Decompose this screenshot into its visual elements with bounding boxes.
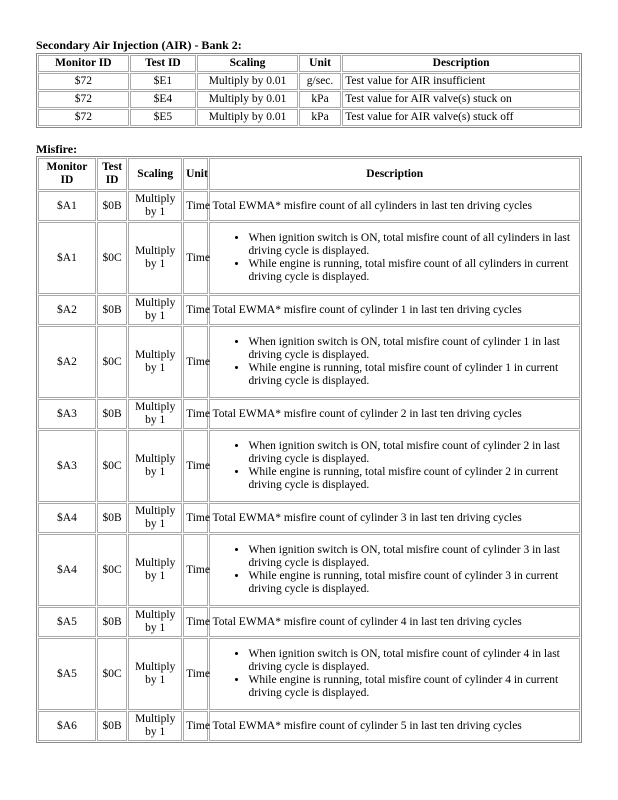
column-header: Test ID bbox=[130, 55, 196, 72]
unit-cell: Time bbox=[183, 638, 208, 710]
scaling-cell: Multiply by 1 bbox=[128, 711, 182, 741]
test-id-cell: $0B bbox=[97, 399, 127, 429]
monitor-id-cell: $A6 bbox=[38, 711, 96, 741]
table-row bbox=[38, 430, 580, 502]
table-row bbox=[38, 295, 580, 325]
table-row bbox=[38, 607, 580, 637]
test-id-cell: $0C bbox=[97, 222, 127, 294]
bullet-list bbox=[212, 544, 577, 596]
description-cell: Total EWMA* misfire count of cylinder 1 in last ten driving cycles bbox=[209, 295, 580, 325]
scaling-cell: Multiply by 0.01 bbox=[197, 91, 298, 108]
scaling-cell: Multiply by 1 bbox=[128, 534, 182, 606]
description-cell: Test value for AIR valve(s) stuck on bbox=[342, 91, 580, 108]
monitor-id-cell: $A2 bbox=[38, 326, 96, 398]
description-cell: Test value for AIR insufficient bbox=[342, 73, 580, 90]
unit-cell: Time bbox=[183, 607, 208, 637]
scaling-cell: Multiply by 1 bbox=[128, 191, 182, 221]
monitor-id-cell: $A4 bbox=[38, 534, 96, 606]
bullet-item: • When ignition switch is ON, total misfire count of cylinder 3 in last driving cycle is displayed. bbox=[248, 544, 577, 570]
scaling-cell: Multiply by 0.01 bbox=[197, 109, 298, 126]
description-cell: Total EWMA* misfire count of cylinder 4 in last ten driving cycles bbox=[209, 607, 580, 637]
scaling-cell: Multiply by 1 bbox=[128, 399, 182, 429]
scaling-cell: Multiply by 1 bbox=[128, 326, 182, 398]
monitor-id-cell: $A5 bbox=[38, 607, 96, 637]
unit-cell: Time bbox=[183, 430, 208, 502]
monitor-id-cell: $A3 bbox=[38, 399, 96, 429]
scaling-cell: Multiply by 1 bbox=[128, 503, 182, 533]
misfire-header-row bbox=[38, 158, 580, 190]
unit-cell: g/sec. bbox=[299, 73, 341, 90]
unit-cell: kPa bbox=[299, 91, 341, 108]
column-header: Test ID bbox=[97, 158, 127, 190]
monitor-id-cell: $A1 bbox=[38, 222, 96, 294]
table-row bbox=[38, 91, 580, 108]
unit-cell: Time bbox=[183, 399, 208, 429]
table-row bbox=[38, 73, 580, 90]
description-cell: Total EWMA* misfire count of cylinder 5 in last ten driving cycles bbox=[209, 711, 580, 741]
bullet-item: • When ignition switch is ON, total misfire count of cylinder 2 in last driving cycle is displayed. bbox=[248, 440, 577, 466]
unit-cell: Time bbox=[183, 534, 208, 606]
unit-cell: Time bbox=[183, 503, 208, 533]
bullet-item: • When ignition switch is ON, total misfire count of all cylinders in last driving cycle is displayed. bbox=[248, 232, 577, 258]
table-row bbox=[38, 222, 580, 294]
description-cell bbox=[209, 534, 580, 606]
unit-cell: Time bbox=[183, 326, 208, 398]
test-id-cell: $0B bbox=[97, 191, 127, 221]
misfire-section-title: Misfire: bbox=[36, 142, 78, 156]
table-row bbox=[38, 191, 580, 221]
table-row bbox=[38, 534, 580, 606]
table-row bbox=[38, 503, 580, 533]
scaling-cell: Multiply by 1 bbox=[128, 430, 182, 502]
unit-cell: Time bbox=[183, 295, 208, 325]
description-cell bbox=[209, 638, 580, 710]
column-header: Description bbox=[342, 55, 580, 72]
bullet-list bbox=[212, 232, 577, 284]
bullet-item: • While engine is running, total misfire count of cylinder 2 in current driving cycle is displayed. bbox=[248, 466, 577, 492]
bullet-item: • When ignition switch is ON, total misfire count of cylinder 4 in last driving cycle is displayed. bbox=[248, 648, 577, 674]
monitor-id-cell: $72 bbox=[38, 91, 129, 108]
description-cell: Test value for AIR valve(s) stuck off bbox=[342, 109, 580, 126]
table-row bbox=[38, 638, 580, 710]
column-header: Description bbox=[209, 158, 580, 190]
monitor-id-cell: $72 bbox=[38, 73, 129, 90]
table-row bbox=[38, 399, 580, 429]
table-row bbox=[38, 711, 580, 741]
misfire-table bbox=[36, 156, 582, 743]
test-id-cell: $0B bbox=[97, 295, 127, 325]
test-id-cell: $0C bbox=[97, 326, 127, 398]
column-header: Monitor ID bbox=[38, 55, 129, 72]
bullet-item: • When ignition switch is ON, total misfire count of cylinder 1 in last driving cycle is displayed. bbox=[248, 336, 577, 362]
test-id-cell: $E4 bbox=[130, 91, 196, 108]
scaling-cell: Multiply by 1 bbox=[128, 638, 182, 710]
table-row bbox=[38, 109, 580, 126]
bullet-list bbox=[212, 648, 577, 700]
test-id-cell: $0B bbox=[97, 711, 127, 741]
air-header-row bbox=[38, 55, 580, 72]
test-id-cell: $0B bbox=[97, 503, 127, 533]
table-row bbox=[38, 326, 580, 398]
unit-cell: Time bbox=[183, 222, 208, 294]
monitor-id-cell: $A1 bbox=[38, 191, 96, 221]
bullet-list bbox=[212, 336, 577, 388]
description-cell bbox=[209, 222, 580, 294]
scaling-cell: Multiply by 0.01 bbox=[197, 73, 298, 90]
bullet-item: • While engine is running, total misfire count of cylinder 3 in current driving cycle is displayed. bbox=[248, 570, 577, 596]
column-header: Scaling bbox=[128, 158, 182, 190]
monitor-id-cell: $A3 bbox=[38, 430, 96, 502]
column-header: Scaling bbox=[197, 55, 298, 72]
scaling-cell: Multiply by 1 bbox=[128, 295, 182, 325]
monitor-id-cell: $72 bbox=[38, 109, 129, 126]
column-header: Unit bbox=[299, 55, 341, 72]
test-id-cell: $0B bbox=[97, 607, 127, 637]
bullet-item: • While engine is running, total misfire count of all cylinders in current driving cycle is displayed. bbox=[248, 258, 577, 284]
scaling-cell: Multiply by 1 bbox=[128, 222, 182, 294]
test-id-cell: $E5 bbox=[130, 109, 196, 126]
monitor-id-cell: $A4 bbox=[38, 503, 96, 533]
air-table bbox=[36, 53, 582, 128]
test-id-cell: $0C bbox=[97, 638, 127, 710]
monitor-id-cell: $A5 bbox=[38, 638, 96, 710]
description-cell bbox=[209, 430, 580, 502]
test-id-cell: $E1 bbox=[130, 73, 196, 90]
monitor-id-cell: $A2 bbox=[38, 295, 96, 325]
scaling-cell: Multiply by 1 bbox=[128, 607, 182, 637]
bullet-item: • While engine is running, total misfire count of cylinder 1 in current driving cycle is displayed. bbox=[248, 362, 577, 388]
unit-cell: kPa bbox=[299, 109, 341, 126]
bullet-list bbox=[212, 440, 577, 492]
description-cell: Total EWMA* misfire count of all cylinders in last ten driving cycles bbox=[209, 191, 580, 221]
description-cell bbox=[209, 326, 580, 398]
description-cell: Total EWMA* misfire count of cylinder 3 in last ten driving cycles bbox=[209, 503, 580, 533]
unit-cell: Time bbox=[183, 711, 208, 741]
description-cell: Total EWMA* misfire count of cylinder 2 in last ten driving cycles bbox=[209, 399, 580, 429]
bullet-item: • While engine is running, total misfire count of cylinder 4 in current driving cycle is displayed. bbox=[248, 674, 577, 700]
test-id-cell: $0C bbox=[97, 534, 127, 606]
column-header: Monitor ID bbox=[38, 158, 96, 190]
column-header: Unit bbox=[183, 158, 208, 190]
test-id-cell: $0C bbox=[97, 430, 127, 502]
unit-cell: Time bbox=[183, 191, 208, 221]
air-section-title: Secondary Air Injection (AIR) - Bank 2: bbox=[36, 38, 242, 52]
